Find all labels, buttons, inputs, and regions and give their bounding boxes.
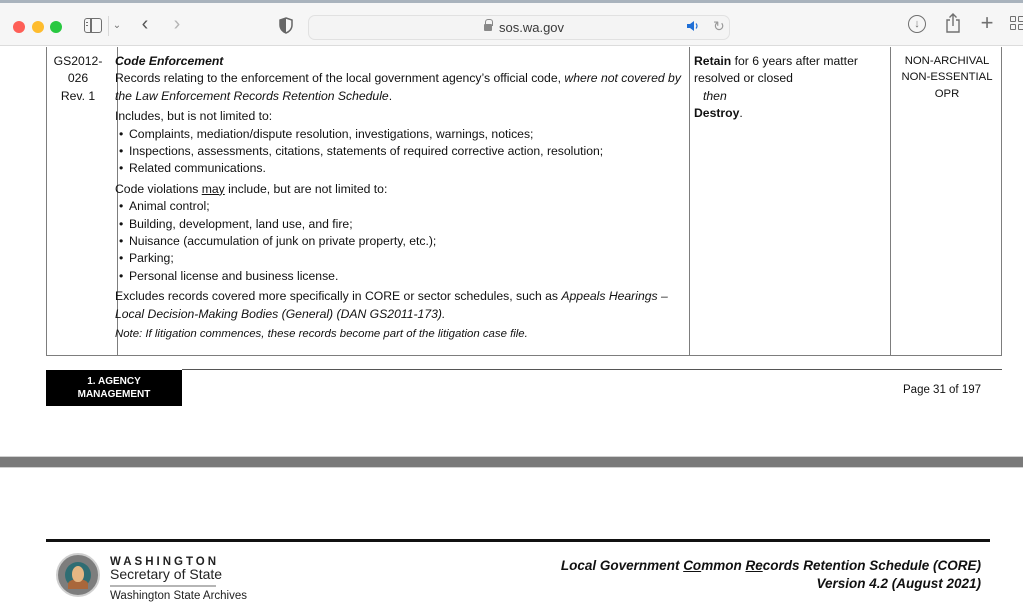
section-label-line1: 1. AGENCY bbox=[87, 376, 141, 387]
sidebar-icon[interactable] bbox=[84, 18, 102, 33]
new-tab-icon[interactable]: + bbox=[980, 10, 994, 35]
download-icon[interactable]: ↓ bbox=[908, 15, 926, 33]
retention-record-row bbox=[46, 47, 1002, 356]
retain-label: Retain bbox=[694, 54, 732, 68]
violations-heading-text: include, but are not limited to: bbox=[224, 181, 388, 196]
header-rule bbox=[46, 539, 990, 542]
window-top-strip bbox=[0, 0, 1023, 3]
page-number: Page 31 of 197 bbox=[903, 384, 982, 396]
litigation-note: Note: If litigation commences, these records become part of the litigation case file. bbox=[115, 328, 528, 341]
includes-list bbox=[119, 126, 687, 178]
footer-rule bbox=[182, 369, 1002, 370]
list-item: • Related communications. bbox=[119, 160, 687, 177]
designation-essential: NON-ESSENTIAL bbox=[901, 71, 993, 84]
excludes-prefix: Excludes records covered more specifically in CORE or sector schedules, such as bbox=[115, 289, 562, 304]
url-text[interactable]: sos.wa.gov bbox=[499, 20, 565, 35]
violations-list bbox=[119, 198, 687, 285]
logo-archives: Washington State Archives bbox=[110, 590, 248, 602]
record-title: Code Enforcement bbox=[115, 54, 224, 68]
zoom-window-button[interactable] bbox=[50, 21, 62, 33]
column-divider bbox=[890, 47, 891, 355]
list-item: • Complaints, mediation/dispute resolution, investigations, warnings, notices; bbox=[119, 126, 687, 143]
document-title bbox=[561, 557, 981, 574]
page-separator bbox=[0, 456, 1023, 468]
title-acronym-re: Re bbox=[745, 558, 763, 573]
designation-archival: NON-ARCHIVAL bbox=[904, 55, 990, 67]
pdf-page bbox=[0, 47, 1023, 457]
disposition-action bbox=[694, 105, 890, 122]
list-item: • Animal control; bbox=[119, 198, 687, 215]
period: . bbox=[739, 106, 743, 121]
speaker-icon[interactable] bbox=[686, 20, 700, 35]
retention-cell bbox=[694, 53, 890, 123]
list-item: • Inspections, assessments, citations, statements of required corrective action, resolution; bbox=[119, 143, 687, 160]
logo-subtitle: Secretary of State bbox=[110, 566, 223, 582]
designation-cell bbox=[892, 53, 1002, 102]
violations-heading bbox=[115, 181, 687, 198]
minimize-window-button[interactable] bbox=[32, 21, 44, 33]
title-text: cords Retention Schedule (CORE) bbox=[762, 558, 981, 573]
title-acronym-co: Co bbox=[683, 558, 702, 573]
designation-opr: OPR bbox=[934, 87, 960, 100]
description-cell bbox=[115, 53, 687, 344]
seal-center bbox=[65, 562, 91, 588]
description-text: Records relating to the enforcement of the local government agency’s official code, bbox=[115, 71, 565, 86]
list-item: • Building, development, land use, and fire; bbox=[119, 216, 687, 233]
address-bar[interactable] bbox=[308, 15, 730, 40]
list-item: • Personal license and business license. bbox=[119, 268, 687, 285]
revision: Rev. 1 bbox=[60, 88, 96, 103]
title-text: mmon bbox=[701, 558, 746, 573]
state-seal-logo bbox=[56, 553, 100, 597]
retention-text: for 6 years after matter resolved or closed bbox=[694, 54, 858, 86]
dan-cell bbox=[47, 53, 109, 105]
list-item: • Nuisance (accumulation of junk on private property, etc.); bbox=[119, 233, 687, 250]
excludes-reference: Appeals Hearings – Local Decision-Making Bodies (General) (DAN GS2011-173). bbox=[115, 289, 668, 321]
excludes-text bbox=[115, 288, 687, 323]
violations-heading-emphasis: may bbox=[201, 181, 225, 196]
description-italic-text: where not covered by the Law Enforcement Records Retention Schedule bbox=[115, 71, 681, 103]
includes-heading: Includes, but is not limited to: bbox=[115, 109, 273, 124]
close-window-button[interactable] bbox=[13, 21, 25, 33]
back-button[interactable]: ‹ bbox=[141, 12, 149, 35]
forward-button[interactable]: › bbox=[173, 12, 181, 35]
retention-then: then bbox=[703, 88, 727, 103]
destroy-label: Destroy bbox=[694, 106, 740, 121]
column-divider bbox=[689, 47, 690, 355]
list-item: • Parking; bbox=[119, 250, 687, 267]
dan-number: GS2012-026 bbox=[53, 54, 103, 86]
chevron-down-icon[interactable]: ⌄ bbox=[112, 19, 122, 31]
document-version: Version 4.2 (August 2021) bbox=[816, 576, 981, 591]
violations-heading-text: Code violations bbox=[115, 181, 202, 196]
share-icon[interactable] bbox=[945, 12, 961, 34]
grid-icon[interactable] bbox=[1010, 16, 1023, 32]
section-tab bbox=[46, 370, 182, 406]
shield-icon[interactable] bbox=[279, 17, 293, 34]
browser-toolbar bbox=[0, 0, 1023, 46]
section-label-line2: MANAGEMENT bbox=[77, 389, 151, 400]
pdf-page-next bbox=[0, 469, 1023, 605]
logo-rule bbox=[110, 585, 216, 587]
toolbar-divider bbox=[108, 16, 109, 36]
description-suffix: . bbox=[388, 88, 393, 103]
logo-title: WASHINGTON bbox=[110, 556, 220, 568]
record-description bbox=[115, 70, 687, 105]
seal-portrait-face bbox=[72, 566, 84, 582]
lock-icon bbox=[484, 23, 492, 32]
reload-icon[interactable]: ↻ bbox=[713, 18, 725, 34]
retention-period bbox=[694, 53, 890, 88]
title-text: Local Government bbox=[560, 558, 684, 573]
